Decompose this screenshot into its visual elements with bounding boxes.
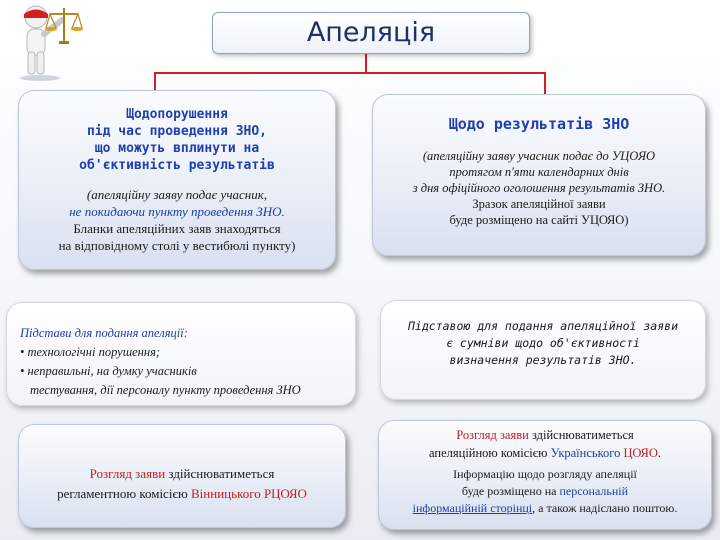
judge-scales-figure-icon — [6, 2, 84, 82]
violations-note: Бланки апеляційних заяв знаходяться — [73, 221, 281, 236]
regional-review-box — [18, 424, 346, 528]
basis-box — [380, 300, 706, 400]
central-review-info: Інформацію щодо розгляду апеляції — [453, 467, 637, 481]
connector-line — [544, 72, 546, 94]
results-note: протягом п'яти календарних днів — [449, 165, 629, 179]
connector-line — [365, 54, 367, 74]
results-sample: Зразок апеляційної заяви — [472, 197, 606, 211]
basis-line: є сумніви щодо об'єктивності — [446, 336, 640, 350]
grounds-title: Підстави для подання апеляції: — [20, 326, 188, 340]
grounds-box — [6, 302, 356, 406]
violations-heading: Щодопорушення під час проведення ЗНО, що можуть вплинути на об'єктивність результатів — [79, 107, 275, 173]
results-note: з дня офіційного оголошення результатів ЗНО. — [412, 181, 666, 195]
info-page-link[interactable]: інформаційній сторінці — [412, 501, 533, 515]
basis-line: Підставою для подання апеляційної заяви — [407, 319, 679, 333]
basis-line: визначення результатів ЗНО. — [449, 353, 637, 367]
connector-line — [154, 72, 366, 74]
central-review-box — [378, 420, 712, 530]
central-review-info: інформаційній сторінці, а також надіслано поштою. — [412, 501, 678, 515]
central-review-line: Розгляд заяви здійснюватиметься — [456, 428, 634, 442]
grounds-bullet: • технологічні порушення; — [20, 345, 161, 359]
violations-note: (апеляційну заяву подає учасник, — [86, 187, 268, 202]
violations-note: на відповідному столі у вестибюлі пункту) — [58, 238, 296, 253]
page-title: Апеляція — [212, 12, 530, 54]
regional-review-line: регламентною комісією Вінницького РЦОЯО — [57, 486, 307, 501]
violations-box — [18, 90, 336, 270]
grounds-bullet: • неправильні, на думку учасників — [20, 364, 197, 378]
results-note: (апеляційну заяву учасник подає до УЦОЯО — [422, 149, 656, 163]
grounds-bullet: тестування, дії персоналу пункту проведення ЗНО — [30, 383, 301, 397]
regional-review-line: Розгляд заяви здійснюватиметься — [89, 466, 275, 481]
connector-line — [154, 72, 156, 92]
central-review-line: апеляційною комісією Українського ЦОЯО. — [429, 446, 661, 460]
violations-note: не покидаючи пункту проведення ЗНО. — [69, 204, 285, 219]
connector-line — [365, 72, 545, 74]
results-box — [372, 94, 706, 256]
results-sample: буде розміщено на сайті УЦОЯО) — [449, 213, 629, 227]
central-review-info: буде розміщено на персональній — [461, 484, 629, 498]
results-heading: Щодо результатів ЗНО — [448, 115, 630, 133]
